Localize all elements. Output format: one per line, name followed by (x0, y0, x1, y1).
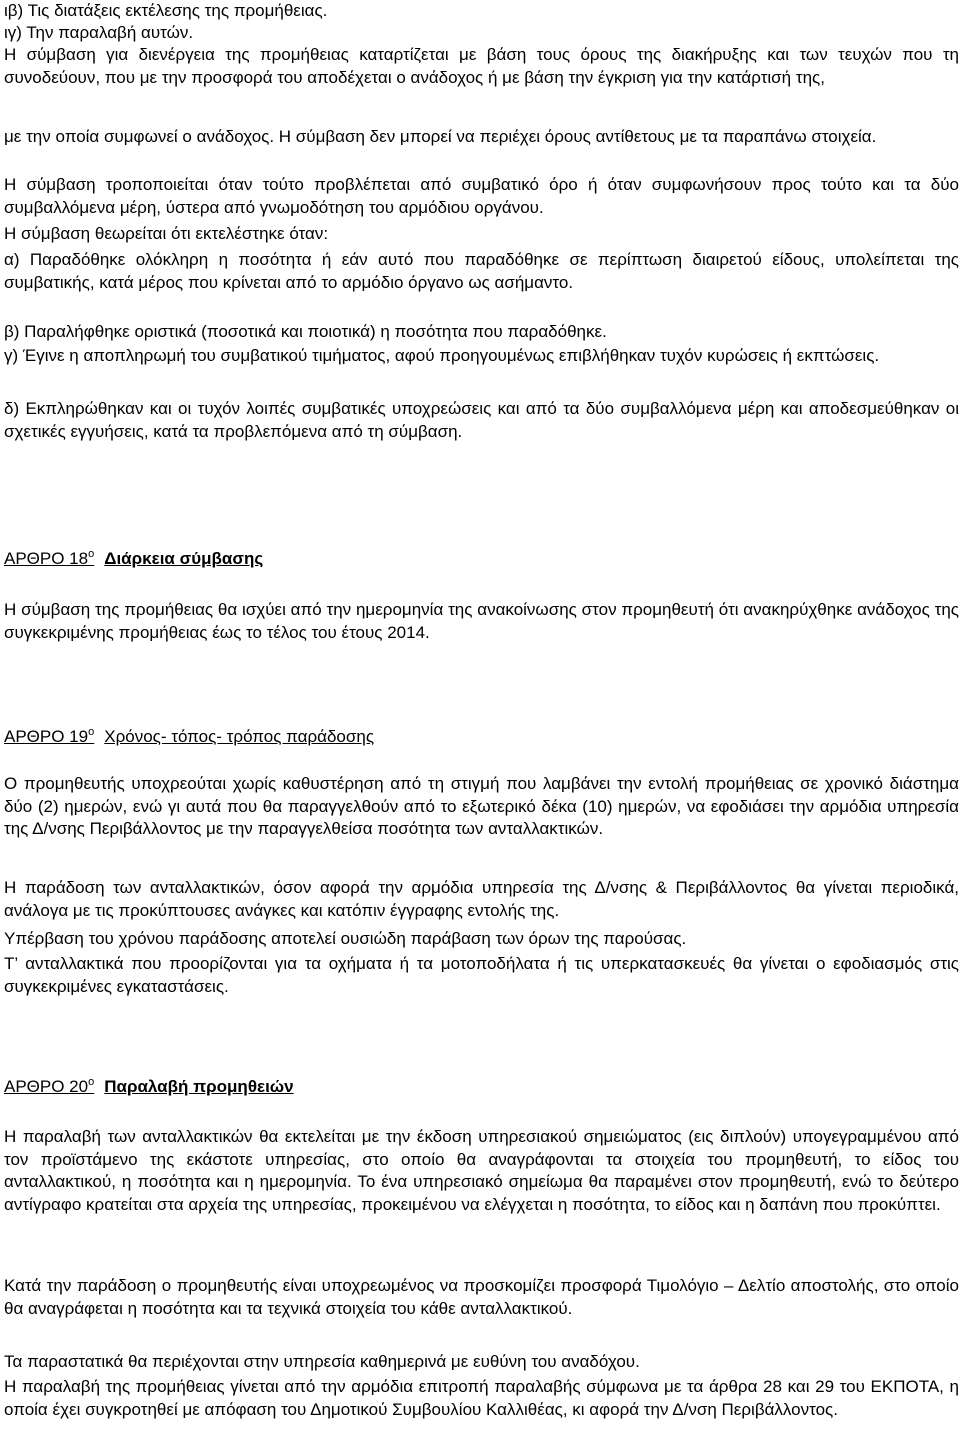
execution-condition-d: δ) Εκπληρώθηκαν και οι τυχόν λοιπές συμβατικές υποχρεώσεις και από τα δύο συμβαλλόμενα μέρη και αποδεσμεύθηκαν οι σχετικές εγγυήσεις, κατά τα προβλεπόμενα από τη σύμβαση. (4, 399, 959, 441)
article-19-paragraph-2: Η παράδοση των ανταλλακτικών, όσον αφορά την αρμόδια υπηρεσία της Δ/νσης & Περιβάλλοντος θα γίνεται περιοδικά, ανάλογα με τις προκύπτουσες ανάγκες και κατόπιν έγγραφης εντολής της. (4, 878, 959, 920)
article-20-paragraph-1: Η παραλαβή των ανταλλακτικών θα εκτελείται με την έκδοση υπηρεσιακού σημειώματος (εις διπλούν) υπογεγραμμένου από τον προϊστάμενο της εκάστοτε υπηρεσίας, στο οποίο θα αναγράφονται τα στοιχεία του προμηθευτή, το είδος του ανταλλακτικού, η ποσότητα και η ημερομηνία. Το ένα υπηρεσιακό σημείωμα θα παραμένει στον προμηθευτή, ενώ το δεύτερο αντίγραφο κρατείται στα αρχεία της υπηρεσίας, προκειμένου να ελέγχεται η ποσότητα, το είδος και η δαπάνη που προκύπτει. (4, 1127, 959, 1214)
article-19-heading (4, 726, 374, 748)
article-19-paragraph-4: Τ’ ανταλλακτικά που προορίζονται για τα οχήματα ή τα μοτοποδήλατα ή τις υπερκατασκευές θα γίνεται ο εφοδιασμός στις συγκεκριμένες εγκαταστάσεις. (4, 954, 959, 996)
clause-ig: ιγ) Την παραλαβή αυτών. (4, 23, 194, 42)
article-20-number: ΑΡΘΡΟ $20^o$ (4, 1076, 95, 1096)
article-20-heading (4, 1076, 294, 1098)
contract-amendment-paragraph: Η σύμβαση τροποποιείται όταν τούτο προβλέπεται από συμβατικό όρο ή όταν συμφωνήσουν προς τούτο και τα δύο συμβαλλόμενα μέρη, ύστερα από γνωμοδότηση του αρμόδιου οργάνου. (4, 175, 959, 217)
contract-terms-paragraph: με την οποία συμφωνεί ο ανάδοχος. Η σύμβαση δεν μπορεί να περιέχει όρους αντίθετους με τα παραπάνω στοιχεία. (4, 127, 877, 146)
execution-condition-c: γ) Έγινε η αποπληρωμή του συμβατικού τιμήματος, αφού προηγουμένως επιβλήθηκαν τυχόν κυρώσεις ή εκπτώσεις. (4, 346, 880, 365)
article-19-title: Χρόνος- τόπος- τρόπος παράδοσης (104, 727, 375, 746)
contract-execution-intro: Η σύμβαση θεωρείται ότι εκτελέστηκε όταν: (4, 224, 329, 243)
execution-condition-a: α) Παραδόθηκε ολόκληρη η ποσότητα ή εάν αυτό που παραδόθηκε σε περίπτωση διαιρετού είδους, υπολείπεται της συμβατικής, κατά μέρος που κρίνεται από το αρμόδιο όργανο ως ασήμαντο. (4, 250, 959, 292)
article-19-paragraph-1: Ο προμηθευτής υποχρεούται χωρίς καθυστέρηση από τη στιγμή που λαμβάνει την εντολή προμήθειας σε χρονικό διάστημα δύο (2) ημερών, ενώ γι αυτά που θα παραγγελθούν από το εξωτερικό δέκα (10) ημερών, να εφοδιάσει την αρμόδια υπηρεσία της Δ/νσης Περιβάλλοντος με την παραγγελθείσα ποσότητα των ανταλλακτικών. (4, 774, 959, 838)
article-20-paragraph-3: Τα παραστατικά θα περιέχονται στην υπηρεσία καθημερινά με ευθύνη του αναδόχου. (4, 1352, 640, 1371)
article-18-number: ΑΡΘΡΟ $18^o$ (4, 548, 95, 568)
article-19-number: ΑΡΘΡΟ $19^o$ (4, 726, 95, 746)
execution-condition-b: β) Παραλήφθηκε οριστικά (ποσοτικά και ποιοτικά) η ποσότητα που παραδόθηκε. (4, 322, 607, 341)
article-20-paragraph-2: Κατά την παράδοση ο προμηθευτής είναι υποχρεωμένος να προσκομίζει προσφορά Τιμολόγιο – Δελτίο αποστολής, στο οποίο θα αναγράφεται η ποσότητα και τα τεχνικά στοιχεία του κάθε ανταλλακτικού. (4, 1276, 959, 1318)
article-18-title: Διάρκεια σύμβασης (104, 549, 264, 568)
article-18-paragraph: Η σύμβαση της προμήθειας θα ισχύει από την ημερομηνία της ανακοίνωσης στον προμηθευτή ότι ανακηρύχθηκε ανάδοχος της συγκεκριμένης προμήθειας έως το τέλος του έτους 2014. (4, 600, 959, 642)
article-18-heading (4, 548, 263, 570)
contract-basis-paragraph: Η σύμβαση για διενέργεια της προμήθειας καταρτίζεται με βάση τους όρους της διακήρυξης και των τευχών που τη συνοδεύουν, που με την προσφορά του αποδέχεται ο ανάδοχος ή με βάση την έγκριση για την κατάρτισή της, (4, 45, 959, 87)
article-20-paragraph-4: Η παραλαβή της προμήθειας γίνεται από την αρμόδια επιτροπή παραλαβής σύμφωνα με τα άρθρα 28 και 29 του ΕΚΠΟΤΑ, η οποία έχει συγκροτηθεί με απόφαση του Δημοτικού Συμβουλίου Καλλιθέας, κι αφορά την Δ/νση Περιβάλλοντος. (4, 1377, 959, 1419)
article-19-paragraph-3: Υπέρβαση του χρόνου παράδοσης αποτελεί ουσιώδη παράβαση των όρων της παρούσας. (4, 929, 687, 948)
clause-ib: ιβ) Τις διατάξεις εκτέλεσης της προμήθειας. (4, 1, 328, 20)
article-20-title: Παραλαβή προμηθειών (104, 1077, 294, 1096)
